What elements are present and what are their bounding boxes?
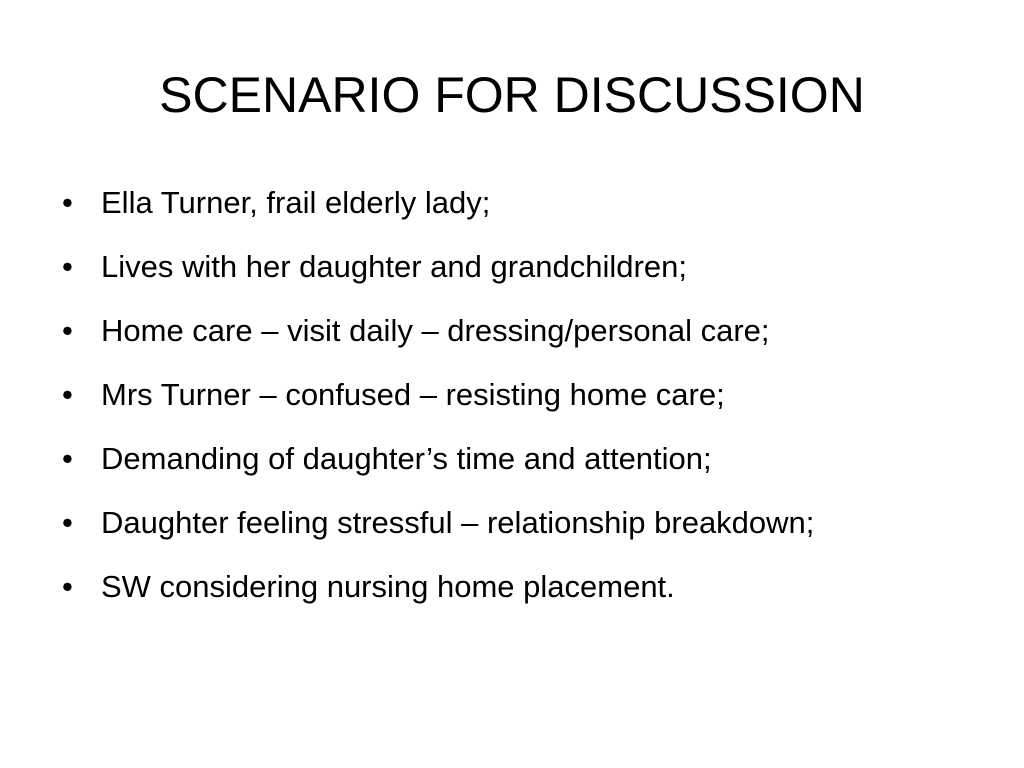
bullet-item-1 xyxy=(62,186,962,220)
bullet-list xyxy=(62,186,962,604)
bullet-icon: • xyxy=(62,505,73,540)
bullet-item-2 xyxy=(62,250,962,284)
bullet-item-7 xyxy=(62,570,962,604)
bullet-text: Daughter feeling stressful – relationship breakdown; xyxy=(101,505,815,540)
bullet-text: Ella Turner, frail elderly lady; xyxy=(101,185,491,220)
bullet-icon: • xyxy=(62,569,73,604)
bullet-item-3 xyxy=(62,314,962,348)
bullet-text: Demanding of daughter’s time and attention; xyxy=(101,441,712,476)
bullet-item-6 xyxy=(62,506,962,540)
bullet-item-4 xyxy=(62,378,962,412)
bullet-icon: • xyxy=(62,249,73,284)
bullet-icon: • xyxy=(62,313,73,348)
bullet-text: Mrs Turner – confused – resisting home care; xyxy=(101,377,725,412)
bullet-text: Home care – visit daily – dressing/personal care; xyxy=(101,313,770,348)
bullet-icon: • xyxy=(62,185,73,220)
slide-title: SCENARIO FOR DISCUSSION xyxy=(159,67,865,123)
bullet-text: Lives with her daughter and grandchildren; xyxy=(101,249,687,284)
bullet-text: SW considering nursing home placement. xyxy=(101,569,675,604)
bullet-icon: • xyxy=(62,377,73,412)
bullet-icon: • xyxy=(62,441,73,476)
bullet-item-5 xyxy=(62,442,962,476)
